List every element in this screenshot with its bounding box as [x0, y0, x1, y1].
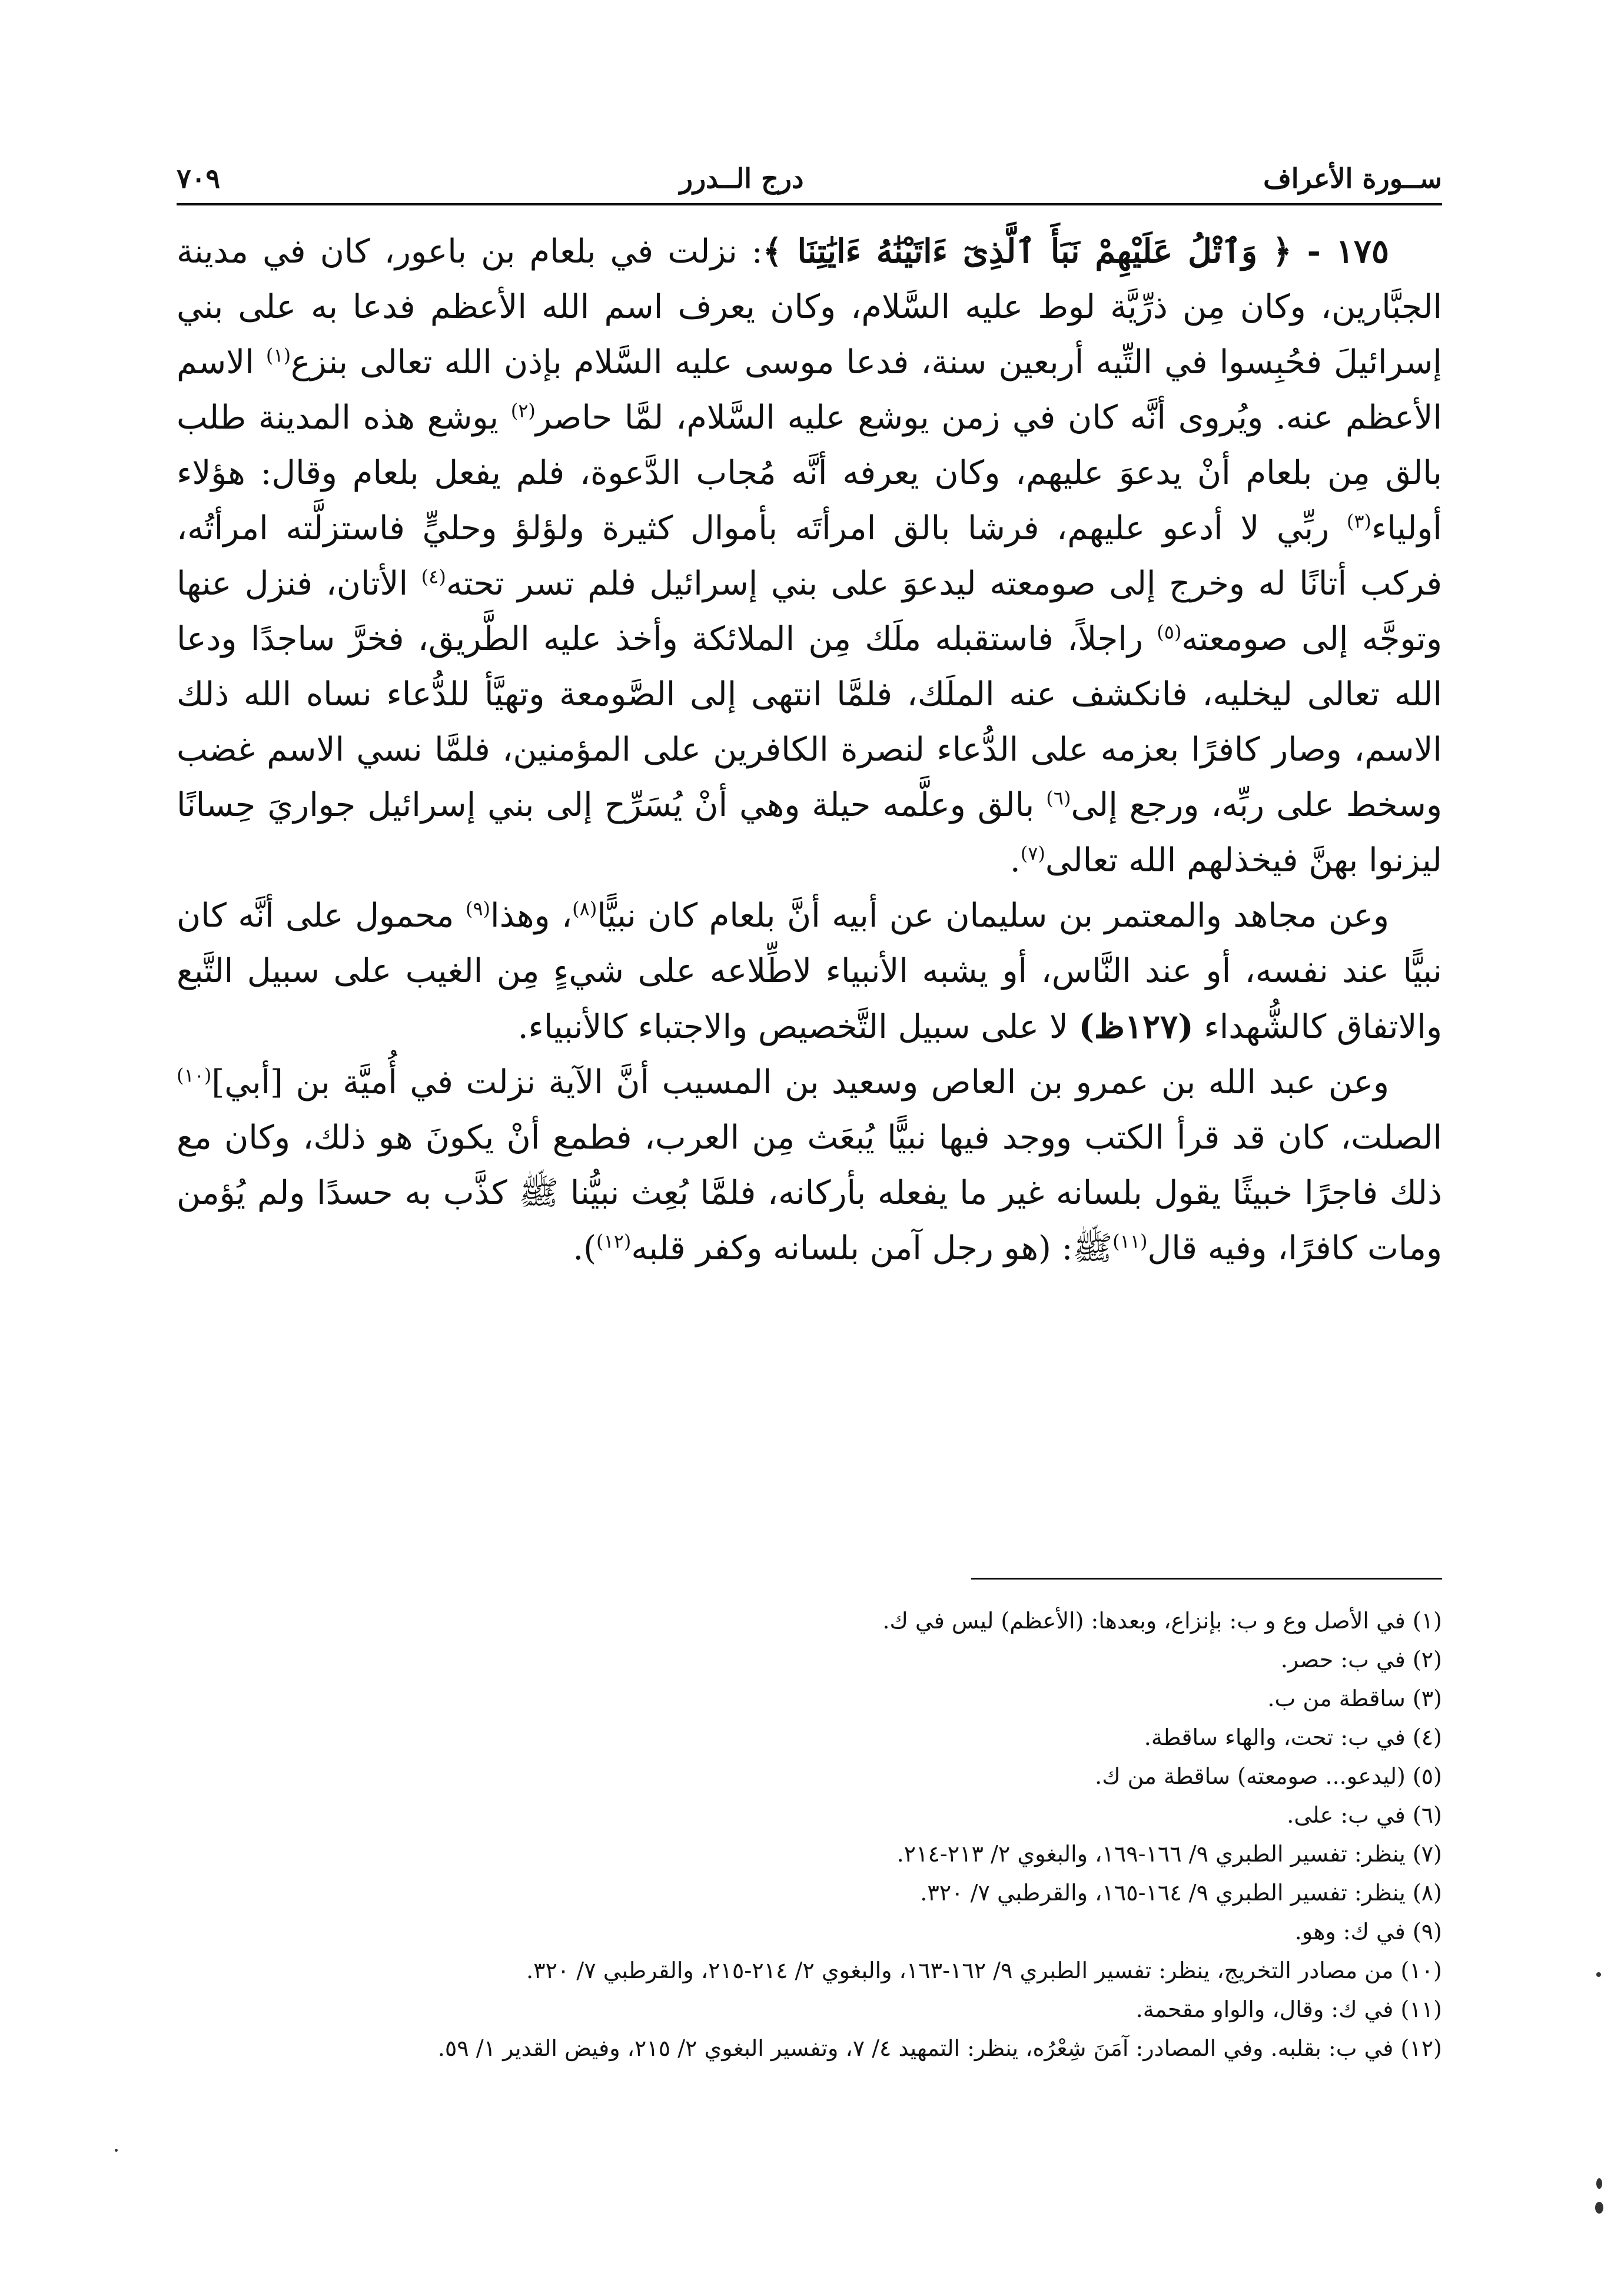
- footnote-ref: (٥): [1157, 621, 1182, 643]
- footnote-ref: (٣): [1346, 510, 1372, 533]
- footnote-ref: (٩): [465, 897, 491, 920]
- footnote-ref: (٤): [421, 565, 446, 588]
- text-run: لا على سبيل التَّخصيص والاجتباء كالأنبياء.: [517, 1008, 1079, 1046]
- footnote-9: (٩) في ك: وهو.: [1294, 1919, 1442, 1945]
- text-run: يوشع هذه المدينة طلب بالق مِن بلعام أنْ يدعوَ عليهم، وكان يعرفه أنَّه مُجاب الدَّعوة، فلم يفعل بلعام وقال: هؤلاء أولياء: [177, 399, 1442, 548]
- text-run: وعن مجاهد والمعتمر بن سليمان عن أبيه أنَّ بلعام كان نبيًّا: [597, 897, 1390, 935]
- scan-speck: [1595, 2202, 1603, 2214]
- footnote-8: (٨) ينظر: تفسير الطبري ٩/ ١٦٤-١٦٥، والقرطبي ٧/ ٣٢٠.: [920, 1880, 1442, 1906]
- text-run: الاسم الأعظم عنه. ويُروى أنَّه كان في زمن يوشع عليه السَّلام، لمَّا حاصر: [177, 343, 1443, 437]
- footnote-ref: (١٢): [596, 1230, 632, 1253]
- paragraph-2: [177, 888, 1442, 1055]
- scan-speck: [115, 2149, 118, 2152]
- footnote-separator: [971, 1578, 1442, 1580]
- footnote-ref: (٨): [572, 897, 597, 920]
- footnote-1: (١) في الأصل وع و ب: بإنزاع، وبعدها: (الأعظم) ليس في ك.: [882, 1608, 1442, 1634]
- footnote-ref: (١٠): [177, 1064, 212, 1087]
- text-run: ).: [573, 1229, 597, 1268]
- verse-number: ١٧٥ -: [1291, 232, 1390, 271]
- text-run: الصلت، كان قد قرأ الكتب ووجد فيها نبيًّا يُبعَث مِن العرب، فطمع أنْ يكونَ هو ذلك، وكان مع ذلك فاجرًا خبيثًا يقول بلسانه غير ما يفعله بأركانه، فلمَّا بُعِث نبيُّنا ﷺ كذَّب به حسدًا ولم يُؤمن ومات كافرًا، وفيه قال: [177, 1119, 1443, 1268]
- main-text: [177, 224, 1442, 1276]
- footnote-3: (٣) ساقطة من ب.: [1267, 1685, 1442, 1711]
- book-title: درج الــدرر: [679, 162, 804, 194]
- footnote-10: (١٠) من مصادر التخريج، ينظر: تفسير الطبري ٩/ ١٦٢-١٦٣، والبغوي ٢/ ٢١٤-٢١٥، والقرطبي ٧/ ٣٢٠.: [526, 1957, 1442, 1983]
- verse-quote: ﴿ وَٱتْلُ عَلَيْهِمْ نَبَأَ ٱلَّذِىٓ ءَاتَيْنَٰهُ ءَايَٰتِنَا ﴾: [762, 232, 1292, 271]
- footnote-5: (٥) (ليدعو... صومعته) ساقطة من ك.: [1095, 1763, 1442, 1789]
- text-run: : نزلت في بلعام بن باعور، كان في مدينة الجبَّارين، وكان مِن ذرِّيَّة لوط عليه السَّلام، وكان يعرف اسم الله الأعظم فدعا به على بني إسرائيلَ فحُبِسوا في التِّيه أربعين سنة، فدعا موسى عليه السَّلام بإذن الله تعالى بنزع: [177, 233, 1442, 381]
- footnote-ref: (٦): [1046, 787, 1071, 809]
- footnote-ref: (١١): [1112, 1230, 1148, 1253]
- footnote-ref: (٢): [510, 399, 536, 422]
- text-run: محمول على أنَّه كان نبيًّا عند نفسه، أو عند النَّاس، أو يشبه الأنبياء لاطِّلاعه على شيءٍ مِن الغيب على سبيل التَّبع والاتفاق كالشُّهداء: [177, 897, 1442, 1046]
- footnote-ref: (٧): [1020, 842, 1045, 865]
- footnote-7: (٧) ينظر: تفسير الطبري ٩/ ١٦٦-١٦٩، والبغوي ٢/ ٢١٣-٢١٤.: [896, 1841, 1442, 1867]
- paragraph-1: [177, 224, 1442, 888]
- surah-title: ســورة الأعراف: [1263, 162, 1442, 194]
- paragraph-3: [177, 1055, 1442, 1276]
- manuscript-folio-ref: (١٢٧ظ): [1078, 1007, 1194, 1046]
- footnote-4: (٤) في ب: تحت، والهاء ساقطة.: [1144, 1724, 1442, 1750]
- text-run: وعن عبد الله بن عمرو بن العاص وسعيد بن المسيب أنَّ الآية نزلت في أُميَّة بن [أبي]: [211, 1063, 1389, 1101]
- text-run: بالق وعلَّمه حيلة وهي أنْ يُسَرِّح إلى بني إسرائيل جواريَ حِسانًا ليزنوا بهنَّ فيخذلهم الله تعالى: [177, 786, 1442, 880]
- header-rule: [177, 203, 1442, 205]
- text-run: ، وهذا: [490, 897, 573, 935]
- footnotes: [177, 1601, 1442, 2068]
- scan-speck: [1596, 1972, 1601, 1977]
- text-run: ربِّي لا أدعو عليهم، فرشا بالق امرأتَه بأموال كثيرة ولؤلؤ وحليٍّ فاستزلَّته امرأتُه، فركب أتانًا له وخرج إلى صومعته ليدعوَ على بني إسرائيل فلم تسر تحته: [177, 509, 1443, 603]
- footnote-11: (١١) في ك: وقال، والواو مقحمة.: [1135, 1996, 1442, 2022]
- text-run: الأتان، فنزل عنها وتوجَّه إلى صومعته: [177, 565, 1442, 658]
- text-run: .: [1009, 841, 1021, 880]
- text-run: ﷺ: (هو رجل آمن بلسانه وكفر قلبه: [631, 1229, 1113, 1268]
- running-header: [177, 147, 1442, 194]
- text-run: راجلاً، فاستقبله ملَك مِن الملائكة وأخذ عليه الطَّريق، فخرَّ ساجدًا ودعا الله تعالى ليخليه، فانكشف عنه الملَك، فلمَّا انتهى إلى الصَّومعة وتهيَّأ للدُّعاء نساه الله ذلك الاسم، وصار كافرًا بعزمه على الدُّعاء لنصرة الكافرين على المؤمنين، فلمَّا نسي الاسم غضب وسخط على ربِّه، ورجع إلى: [177, 620, 1442, 824]
- footnote-12: (١٢) في ب: بقلبه. وفي المصادر: آمَنَ شِعْرُه، ينظر: التمهيد ٤/ ٧، وتفسير البغوي ٢/ ٢١٥، وفيض القدير ١/ ٥٩.: [437, 2035, 1442, 2061]
- footnote-ref: (١): [265, 344, 291, 367]
- footnote-2: (٢) في ب: حصر.: [1280, 1647, 1442, 1673]
- scan-speck: [1596, 2178, 1602, 2189]
- footnote-6: (٦) في ب: على.: [1287, 1802, 1442, 1828]
- page-number: ٧٠٩: [177, 162, 221, 194]
